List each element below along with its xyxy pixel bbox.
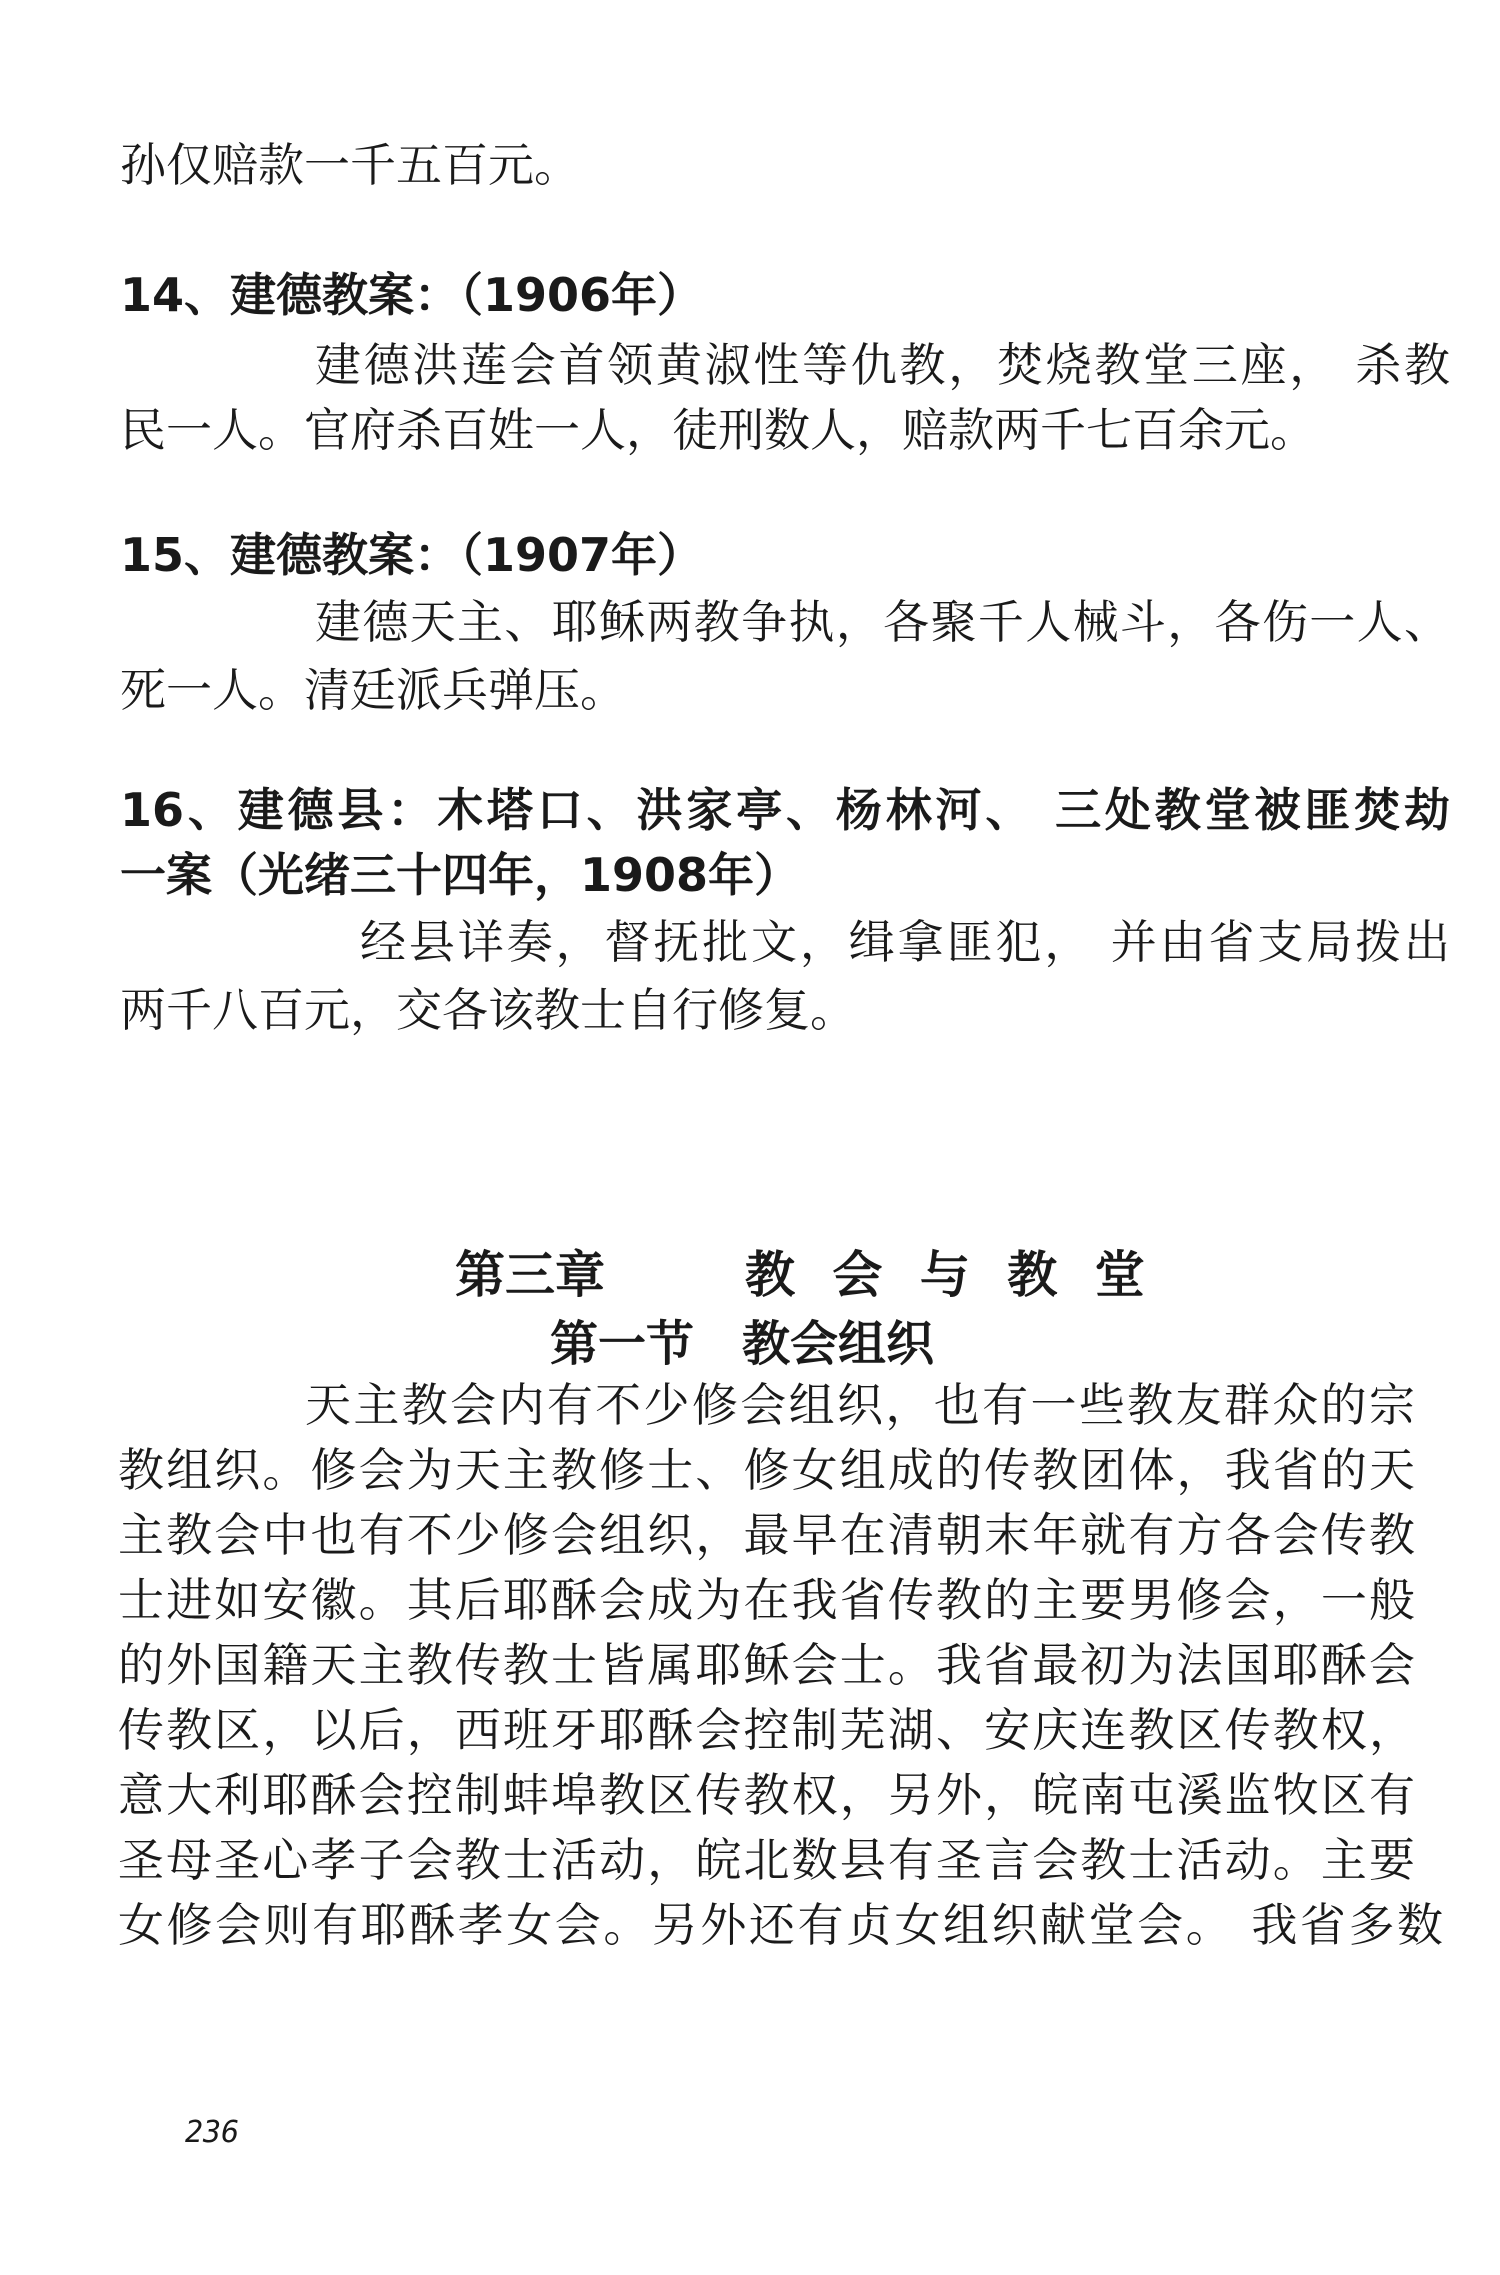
body-line-7: 意大利耶酥会控制蚌埠教区传教权，另外，皖南屯溪监牧区有 bbox=[118, 1768, 1415, 1822]
case-16-line-1: 经县详奏，督抚批文，缉拿匪犯， 并由省支局拨出 bbox=[360, 915, 1450, 969]
chapter-title: 教 会 与 教 堂 bbox=[745, 1246, 1155, 1304]
body-line-2: 教组织。修会为天主教修士、修女组成的传教团体，我省的天 bbox=[118, 1443, 1415, 1497]
chapter-label: 第三章 bbox=[455, 1246, 605, 1304]
body-line-6: 传教区，以后，西班牙耶酥会控制芜湖、安庆连教区传教权， bbox=[118, 1703, 1415, 1757]
case-15-heading: 15、建德教案：（1907年） bbox=[120, 528, 704, 582]
case-14-line-2: 民一人。官府杀百姓一人，徒刑数人，赔款两千七百余元。 bbox=[120, 403, 1316, 457]
body-line-5: 的外国籍天主教传教士皆属耶稣会士。我省最初为法国耶酥会 bbox=[118, 1638, 1415, 1692]
body-line-1: 天主教会内有不少修会组织，也有一些教友群众的宗 bbox=[305, 1378, 1415, 1432]
section-title: 第一节 教会组织 bbox=[550, 1316, 935, 1372]
case-15-line-1: 建德天主、耶稣两教争执，各聚千人械斗，各伤一人、 bbox=[315, 595, 1450, 649]
case-14-heading: 14、建德教案：（1906年） bbox=[120, 268, 704, 322]
case-16-heading-2: 一案（光绪三十四年，1908年） bbox=[120, 848, 801, 902]
body-line-4: 士进如安徽。其后耶酥会成为在我省传教的主要男修会，一般 bbox=[118, 1573, 1415, 1627]
case-15-line-2: 死一人。清廷派兵弹压。 bbox=[120, 663, 626, 717]
continuation-line: 孙仅赔款一千五百元。 bbox=[120, 138, 580, 192]
case-14-line-1: 建德洪莲会首领黄淑性等仇教，焚烧教堂三座， 杀教 bbox=[315, 338, 1450, 392]
body-line-3: 主教会中也有不少修会组织，最早在清朝末年就有方各会传教 bbox=[118, 1508, 1415, 1562]
case-16-line-2: 两千八百元，交各该教士自行修复。 bbox=[120, 983, 856, 1037]
body-line-9: 女修会则有耶酥孝女会。另外还有贞女组织献堂会。 我省多数 bbox=[118, 1898, 1443, 1952]
case-16-heading-1: 16、建德县：木塔口、洪家亭、杨林河、 三处教堂被匪焚劫 bbox=[120, 783, 1450, 837]
body-line-8: 圣母圣心孝子会教士活动，皖北数县有圣言会教士活动。主要 bbox=[118, 1833, 1415, 1887]
page-number: 236 bbox=[185, 2115, 240, 2150]
